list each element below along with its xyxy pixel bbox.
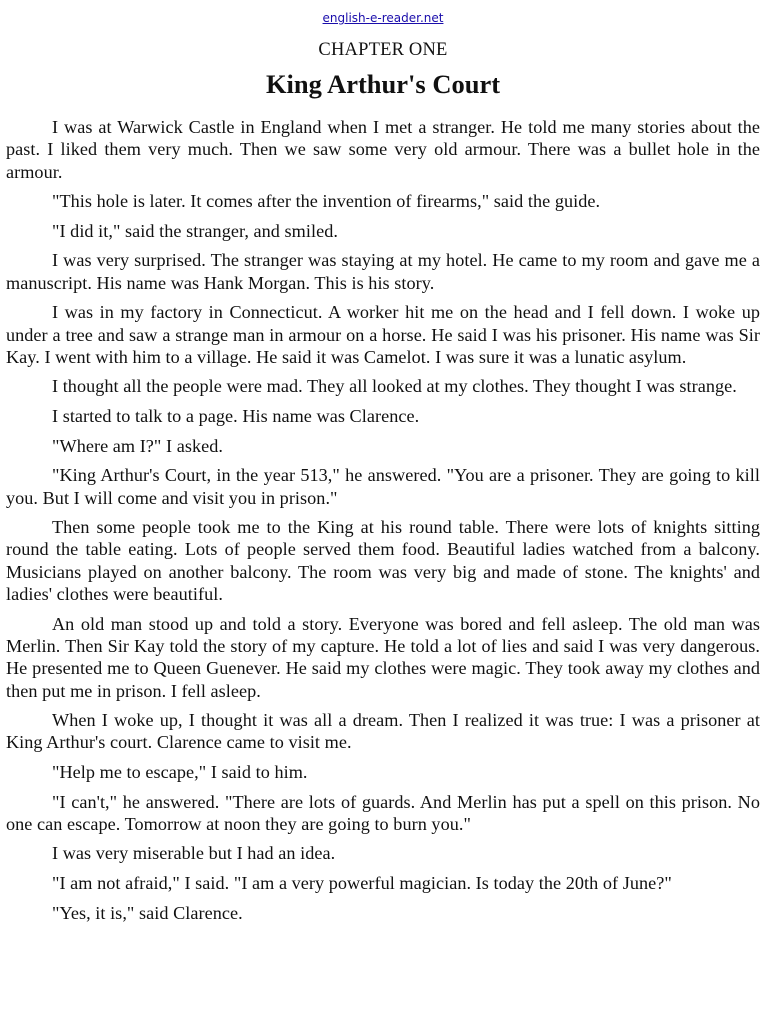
paragraph: I started to talk to a page. His name was Clarence. [52,406,420,427]
paragraph: "King Arthur's Court, in the year 513," he answered. "You are a prisoner. They are going to kill you. But I will come and visit you in prison." [6,465,760,508]
paragraph: "I am not afraid," I said. "I am a very powerful magician. Is today the 20th of June?" [52,873,672,894]
paragraph: I was very surprised. The stranger was staying at my hotel. He came to my room and gave me a manuscript. His name was Hank Morgan. This is his story. [6,250,760,293]
paragraph: "Help me to escape," I said to him. [52,761,308,782]
paragraph: When I woke up, I thought it was all a dream. Then I realized it was true: I was a prisoner at King Arthur's court. Clarence came to visit me. [6,710,760,753]
paragraph: "I can't," he answered. "There are lots of guards. And Merlin has put a spell on this prison. No one can escape. Tomorrow at noon they are going to burn you." [6,791,760,834]
chapter-body [6,116,760,924]
paragraph: I was in my factory in Connecticut. A worker hit me on the head and I fell down. I woke up under a tree and saw a strange man in armour on a horse. He said I was his prisoner. His name was Sir Kay. I went with him to a village. He said it was Camelot. I was sure it was a lunatic asylum. [6,302,760,367]
paragraph: I was at Warwick Castle in England when I met a stranger. He told me many stories about the past. I liked them very much. Then we saw some very old armour. There was a bullet hole in the armour. [6,117,760,182]
paragraph: An old man stood up and told a story. Everyone was bored and fell asleep. The old man was Merlin. Then Sir Kay told the story of my capture. He told a lot of lies and said I was very dangerous. He presented me to Queen Guenever. He said my clothes were magic. They took away my clothes and then put me in prison. I fell asleep. [6,613,760,701]
chapter-title: King Arthur's Court [265,69,501,99]
paragraph: I was very miserable but I had an idea. [52,843,336,864]
chapter-label: CHAPTER ONE [318,40,448,60]
paragraph: I thought all the people were mad. They all looked at my clothes. They thought I was strange. [52,376,737,397]
paragraph: "Where am I?" I asked. [52,435,223,456]
paragraph: "I did it," said the stranger, and smiled. [52,220,338,241]
site-link[interactable]: english-e-reader.net [322,11,444,25]
paragraph: Then some people took me to the King at his round table. There were lots of knights sitting round the table eating. Lots of people served them food. Beautiful ladies watched from a balcony. Musicians played on another balcony. The room was very big and made of stone. The knights' and ladies' clothes were beautiful. [6,517,760,605]
paragraph: "Yes, it is," said Clarence. [52,902,243,923]
paragraph: "This hole is later. It comes after the invention of firearms," said the guide. [52,191,601,212]
